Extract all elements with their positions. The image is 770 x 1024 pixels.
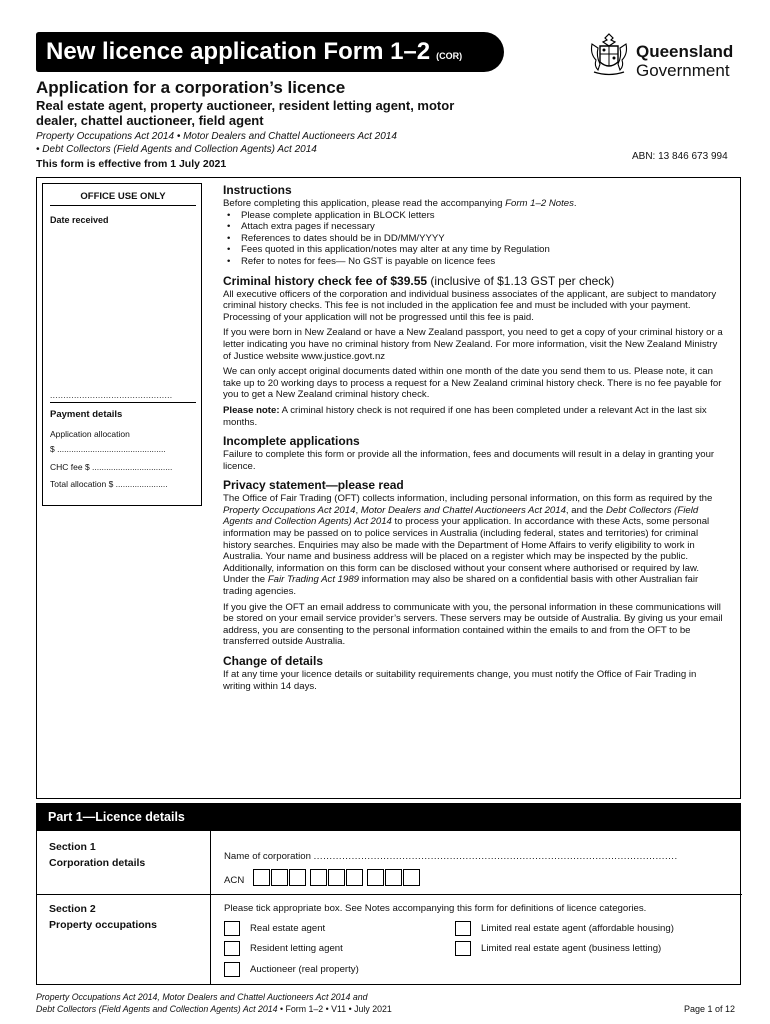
privacy-p1 xyxy=(223,493,723,597)
note-text: A criminal history check is not required if one has been completed under a relevant Act in the last six months. xyxy=(223,404,707,428)
checkbox-resident-letting-agent[interactable] xyxy=(224,941,343,956)
instructions-intro xyxy=(223,198,723,210)
part-1-table xyxy=(36,831,741,985)
tick-instructions: Please tick appropriate box. See Notes accompanying this form for definitions of licence categories. xyxy=(224,903,647,914)
privacy-text: , and the xyxy=(565,504,606,516)
checkbox-label: Limited real estate agent (affordable housing) xyxy=(481,923,674,934)
footer-version: • Form 1–2 • V11 • July 2021 xyxy=(277,1003,392,1014)
acn-digit-box[interactable] xyxy=(385,869,402,886)
footer-line-1: Property Occupations Act 2014, Motor Dealers and Chattel Auctioneers Act 2014 and xyxy=(36,992,368,1002)
date-received-line: .............................................. xyxy=(50,390,173,400)
office-divider xyxy=(50,402,196,403)
list-item: • Refer to notes for fees— No GST is payable on licence fees xyxy=(223,256,723,268)
privacy-act-ref: Motor Dealers and Chattel Auctioneers Act 2014 xyxy=(360,504,566,516)
criminal-check-fee: Criminal history check fee of $39.55 xyxy=(223,273,428,288)
legislation-list xyxy=(36,130,496,156)
column-divider xyxy=(210,831,211,985)
checkbox-label: Limited real estate agent (business letting) xyxy=(481,943,662,954)
checkbox-label: Auctioneer (real property) xyxy=(250,964,359,975)
acn-input[interactable] xyxy=(253,869,421,886)
total-allocation-field: Total allocation $ ...................... xyxy=(50,479,168,489)
intro-notes-ref: Form 1–2 Notes xyxy=(505,198,574,209)
privacy-heading: Privacy statement—please read xyxy=(223,478,404,493)
checkbox-auctioneer-real-property[interactable] xyxy=(224,962,359,977)
checkbox[interactable] xyxy=(224,962,240,977)
form-tag: (COR) xyxy=(436,51,463,61)
form-title-bar xyxy=(36,32,504,72)
privacy-text: information may also be shared on a confidential basis with other Australian fair trading agencies. xyxy=(223,574,699,598)
licence-types: Real estate agent, property auctioneer, resident letting agent, motor dealer, chattel auctioneer, field agent xyxy=(36,98,455,128)
checkbox-real-estate-agent[interactable] xyxy=(224,921,325,936)
checkbox[interactable] xyxy=(455,921,471,936)
office-use-title: OFFICE USE ONLY xyxy=(50,191,196,206)
privacy-act-ref: Fair Trading Act 1989 xyxy=(267,574,359,586)
page-number: Page 1 of 12 xyxy=(684,1004,736,1014)
acts-line-1: Property Occupations Act 2014 • Motor Dealers and Chattel Auctioneers Act 2014 xyxy=(36,131,397,142)
acts-line-2: • Debt Collectors (Field Agents and Collection Agents) Act 2014 xyxy=(36,144,317,155)
section-2-number: Section 2 xyxy=(49,903,96,915)
section-1-title: Corporation details xyxy=(49,857,146,869)
section-1-number: Section 1 xyxy=(49,841,96,853)
checkbox[interactable] xyxy=(224,921,240,936)
acn-label: ACN xyxy=(224,875,245,886)
effective-date: This form is effective from 1 July 2021 xyxy=(36,158,227,170)
queensland-government-logo xyxy=(588,30,748,80)
instructions-heading: Instructions xyxy=(223,183,292,197)
change-text: If at any time your licence details or suitability requirements change, you must notify the Office of Fair Trading in writing within 14 days. xyxy=(223,669,697,692)
application-allocation-field: $ .............................................. xyxy=(50,444,166,454)
payment-details-heading: Payment details xyxy=(50,409,123,420)
privacy-p2: If you give the OFT an email address to communicate with you, the personal information in these communications will be stored on your email service provider’s servers. These servers may be outside of Australia. By giving us your email address, you are consenting to the personal information contained within the emails to and from the OFT to be transferred outside Australia. xyxy=(223,601,723,648)
list-item: • Please complete application in BLOCK letters xyxy=(223,210,723,222)
incomplete-heading: Incomplete applications xyxy=(223,434,360,449)
form-title: New licence application Form 1–2 xyxy=(46,38,431,65)
instructions-content xyxy=(223,183,723,692)
criminal-check-p1: All executive officers of the corporation and individual business associates of the applicant, are subject to mandatory criminal history checks. This fee is not included in the application fee and must be included with your payment. Processing of your application will not be progressed until this fee is paid. xyxy=(223,288,717,323)
change-heading: Change of details xyxy=(223,654,324,668)
acn-digit-box[interactable] xyxy=(289,869,306,886)
list-item: • Attach extra pages if necessary xyxy=(223,221,723,233)
acn-digit-box[interactable] xyxy=(310,869,327,886)
form-subtitle: Application for a corporation’s licence xyxy=(36,78,346,97)
acn-digit-box[interactable] xyxy=(328,869,345,886)
abn-number: ABN: 13 846 673 994 xyxy=(632,151,728,162)
corporation-name-field[interactable] xyxy=(224,851,678,862)
corporation-name-label: Name of corporation xyxy=(224,851,314,862)
criminal-check-heading xyxy=(223,274,723,289)
privacy-text: to process your application. In accordance with these Acts, some personal information may be passed on to police services in Australia (including federal, states and territories) for criminal history searches. Enquiries may also be made with the Department of Home Affairs to verify eligibility to work in Australia. Your name and business address will be placed on a register which may be inspected by the public. Additionally, information on this form can be disclosed without your consent where authorised or required by law. Under the xyxy=(223,516,710,586)
acn-digit-box[interactable] xyxy=(367,869,384,886)
office-use-box xyxy=(42,183,202,506)
row-divider xyxy=(37,894,742,895)
checkbox-label: Resident letting agent xyxy=(250,943,343,954)
footer-legislation xyxy=(36,992,556,1015)
privacy-act-ref: Debt Collectors (Field Agents and Collection Agents) Act 2014 xyxy=(223,504,699,528)
logo-line-1: Queensland xyxy=(636,42,734,61)
acn-digit-box[interactable] xyxy=(403,869,420,886)
application-allocation-label: Application allocation xyxy=(50,429,130,439)
criminal-check-p3: We can only accept original documents dated within one month of the date you send them to us. Please note, it can take up to 20 working days to process a request for a New Zealand criminal history check. There is no fee payable for you to get a New Zealand criminal history check. xyxy=(223,366,722,401)
checkbox[interactable] xyxy=(455,941,471,956)
intro-end: . xyxy=(573,198,577,209)
corporation-name-line[interactable]: ................................................................................................................... xyxy=(313,851,678,862)
list-item: • References to dates should be in DD/MM/YYYY xyxy=(223,233,723,245)
intro-text: Before completing this application, please read the accompanying xyxy=(223,198,506,209)
privacy-text: , xyxy=(355,504,361,516)
criminal-check-gst: (inclusive of $1.13 GST per check) xyxy=(427,273,615,288)
coat-of-arms-icon xyxy=(588,30,630,78)
section-2-label xyxy=(49,901,157,933)
date-received-label: Date received xyxy=(50,215,109,225)
chc-fee-field: CHC fee $ .................................. xyxy=(50,462,173,472)
checkbox-label: Real estate agent xyxy=(250,923,326,934)
criminal-check-p2: If you were born in New Zealand or have a New Zealand passport, you need to get a copy of your criminal history or a letter indicating you have no criminal history from New Zealand. For more information, visit the New Zealand Ministry of Justice website www.justice.govt.nz xyxy=(223,327,723,362)
incomplete-text: Failure to complete this form or provide all the information, fees and documents will result in a delay in granting your licence. xyxy=(223,449,715,472)
section-1-label xyxy=(49,839,145,871)
checkbox[interactable] xyxy=(224,941,240,956)
note-label: Please note: xyxy=(223,404,280,416)
acn-digit-box[interactable] xyxy=(346,869,363,886)
criminal-check-note xyxy=(223,405,723,428)
privacy-text: The Office of Fair Trading (OFT) collects information, including personal information, on this form as required by the xyxy=(223,493,713,505)
checkbox-limited-business-letting[interactable] xyxy=(455,941,661,956)
acn-digit-box[interactable] xyxy=(253,869,270,886)
instructions-list xyxy=(223,210,723,268)
list-item: • Fees quoted in this application/notes may alter at any time by Regulation xyxy=(223,244,723,256)
acn-digit-box[interactable] xyxy=(271,869,288,886)
footer-act-ref: Debt Collectors (Field Agents and Collection Agents) Act 2014 xyxy=(36,1003,278,1014)
checkbox-limited-affordable-housing[interactable] xyxy=(455,921,674,936)
logo-line-2: Government xyxy=(636,61,730,80)
part-1-heading: Part 1—Licence details xyxy=(36,803,741,831)
section-2-title: Property occupations xyxy=(49,919,157,931)
privacy-act-ref: Property Occupations Act 2014 xyxy=(223,504,356,516)
